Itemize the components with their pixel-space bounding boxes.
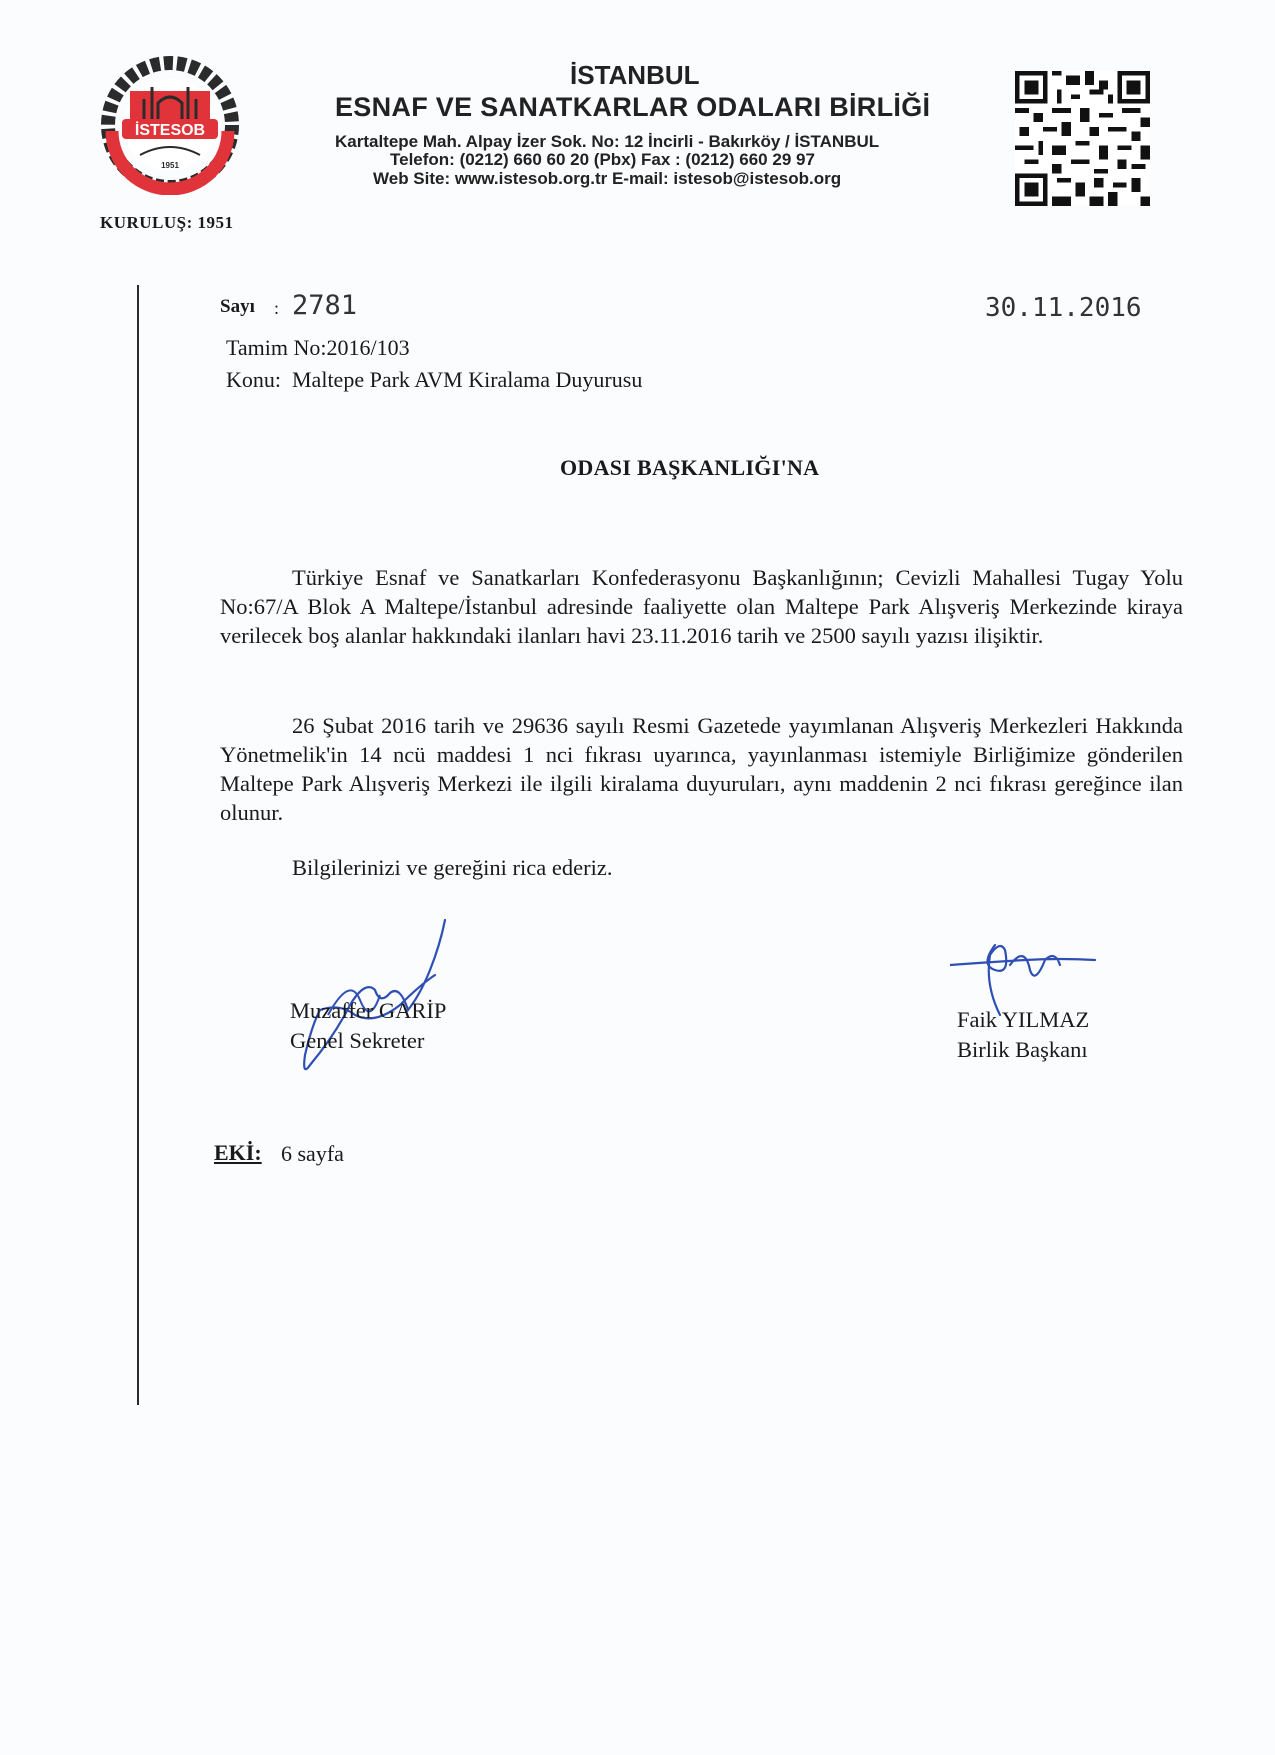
attachment-label: EKİ: [214,1140,262,1165]
body-paragraph-2: 26 Şubat 2016 tarih ve 29636 sayılı Resmi Gazetede yayımlanan Alışveriş Merkezleri Hakkında Yönetmelik'in 14 ncü maddesi 1 nci fıkrası uyarınca, yayınlanması istemiyle Birliğimize gönderilen Maltepe Park Alışveriş Merkezi ile ilgili kiralama duyuruları, aynı maddenin 2 nci fıkrası gereğince ilan olunur. [220,713,1183,825]
sayi-label: Sayı [220,296,255,317]
sayi-number: 2781 [292,290,358,321]
sayi-colon: : [274,298,280,318]
header-web: Web Site: www.istesob.org.tr E-mail: istesob@istesob.org [373,169,842,188]
attachment-value: 6 sayfa [281,1141,344,1166]
logo-text: İSTESOB [134,122,206,139]
istesob-logo [100,55,240,195]
signatory-left-title: Genel Sekreter [290,1028,425,1053]
founded-label: KURULUŞ: 1951 [100,213,234,232]
logo-year: 1951 [161,161,179,170]
body-paragraph-3: Bilgilerinizi ve gereğini rica ederiz. [292,855,613,880]
signatory-right-title: Birlik Başkanı [957,1037,1088,1062]
signatory-right-name: Faik YILMAZ [957,1007,1090,1032]
circular-number: Tamim No:2016/103 [226,335,410,360]
margin-rule [137,285,139,1405]
subject-line: Konu: Maltepe Park AVM Kiralama Duyurusu [226,367,643,392]
addressee-heading: ODASI BAŞKANLIĞI'NA [560,455,820,480]
qr-code-icon [1015,70,1150,207]
header-org-name: ESNAF VE SANATKARLAR ODALARI BİRLİĞİ [335,92,931,122]
header-phone: Telefon: (0212) 660 60 20 (Pbx) Fax : (0212) 660 29 97 [390,150,815,169]
header-address: Kartaltepe Mah. Alpay İzer Sok. No: 12 İncirli - Bakırköy / İSTANBUL [335,132,880,151]
body-paragraph-1: Türkiye Esnaf ve Sanatkarları Konfederasyonu Başkanlığının; Cevizli Mahallesi Tugay Yolu No:67/A Blok A Maltepe/İstanbul adresinde faaliyette olan Maltepe Park Alışveriş Merkezinde kiraya verilecek boş alanlar hakkındaki ilanları havi 23.11.2016 tarih ve 2500 sayılı yazısı ilişiktir. [220,565,1183,648]
header-city: İSTANBUL [570,60,700,90]
document-date: 30.11.2016 [985,293,1142,323]
signatory-left-name: Muzaffer GARİP [290,998,447,1023]
